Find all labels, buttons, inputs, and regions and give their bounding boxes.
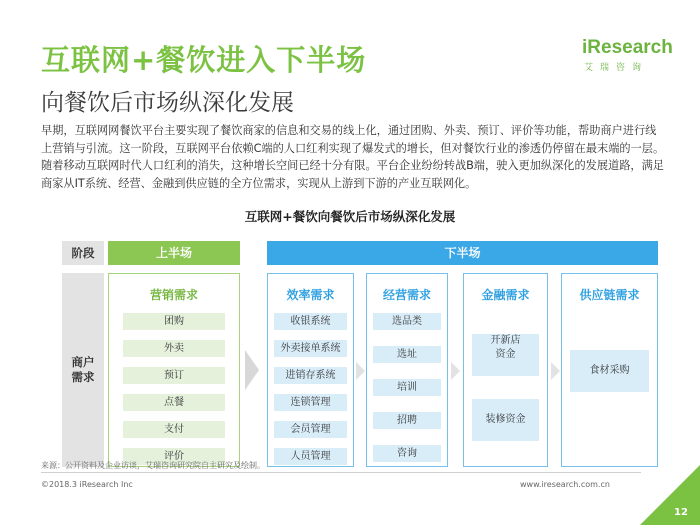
demand-item: 点餐 xyxy=(123,394,225,411)
column-title: 营销需求 xyxy=(149,288,198,302)
merchant-demand-text: 商户需求 xyxy=(71,355,95,384)
second-half-header: 下半场 xyxy=(267,241,658,265)
demand-item: 选址 xyxy=(373,346,441,363)
demand-item: 连锁管理 xyxy=(274,394,347,411)
column-title: 效率需求 xyxy=(286,288,335,302)
merchant-demand-label xyxy=(62,273,104,467)
logo-i: i xyxy=(582,37,588,58)
demand-item: 外卖 xyxy=(123,340,225,357)
page-corner-decoration xyxy=(640,465,700,525)
demand-item: 装修资金 xyxy=(472,399,539,441)
column-title: 金融需求 xyxy=(481,288,530,302)
operation-demand-column xyxy=(366,273,448,467)
page-title: 互联网+餐饮进入下半场 xyxy=(41,43,367,77)
demand-item: 进销存系统 xyxy=(274,367,347,384)
demand-item: 招聘 xyxy=(373,412,441,429)
iresearch-logo xyxy=(582,37,673,73)
source-note: 来源：公开资料及企业访谈，艾瑞咨询研究院自主研究及绘制。 xyxy=(41,461,265,470)
demand-item: 会员管理 xyxy=(274,421,347,438)
demand-item: 食材采购 xyxy=(570,350,649,392)
copyright-text: ©2018.3 iResearch Inc xyxy=(41,480,133,489)
page-subtitle: 向餐饮后市场纵深化发展 xyxy=(41,90,294,116)
page-number: 12 xyxy=(674,507,688,518)
demand-item: 评价 xyxy=(123,448,225,465)
demand-item: 培训 xyxy=(373,379,441,396)
efficiency-demand-column xyxy=(267,273,354,467)
demand-item: 预订 xyxy=(123,367,225,384)
chevron-right-icon xyxy=(451,362,460,380)
footer-divider xyxy=(41,472,641,473)
demand-item: 支付 xyxy=(123,421,225,438)
demand-item: 咨询 xyxy=(373,445,441,462)
column-title: 经营需求 xyxy=(382,288,431,302)
chevron-right-icon xyxy=(551,362,560,380)
demand-item: 开新店 资金 xyxy=(472,334,539,376)
demand-item: 团购 xyxy=(123,313,225,330)
first-half-header: 上半场 xyxy=(108,241,240,265)
logo-research: Research xyxy=(587,37,673,58)
supply-chain-demand-column xyxy=(561,273,658,467)
logo-wordmark xyxy=(582,37,673,58)
demand-item: 收银系统 xyxy=(274,313,347,330)
chevron-right-icon xyxy=(356,362,365,380)
demand-item: 人员管理 xyxy=(274,448,347,465)
website-text: www.iresearch.com.cn xyxy=(520,480,610,489)
logo-subtitle: 艾瑞咨询 xyxy=(584,63,649,73)
diagram-title: 互联网+餐饮向餐饮后市场纵深化发展 xyxy=(244,209,456,224)
finance-demand-column xyxy=(463,273,548,467)
progress-arrow-icon xyxy=(245,350,259,390)
stage-label: 阶段 xyxy=(62,241,104,265)
demand-item: 外卖接单系统 xyxy=(274,340,347,357)
demand-item: 选品类 xyxy=(373,313,441,330)
marketing-demand-column xyxy=(108,273,240,467)
column-title: 供应链需求 xyxy=(579,288,640,302)
intro-paragraph: 早期，互联网网餐饮平台主要实现了餐饮商家的信息和交易的线上化，通过团购、外卖、预订、评价等功能，帮助商户进行线上营销与引流。这一阶段，互联网平台依赖C端的人口红利实现了爆发式的增长，但对餐饮行业的渗透仍停留在最末端的一层。随着移动互联网时代人口红利的消失，这种增长空间已经十分有限。平台企业纷纷转战B端，驶入更加纵深化的发展道路，满足商家从IT系统、经营、金融到供应链的全方位需求，实现从上游到下游的产业互联网化。 xyxy=(41,124,665,190)
